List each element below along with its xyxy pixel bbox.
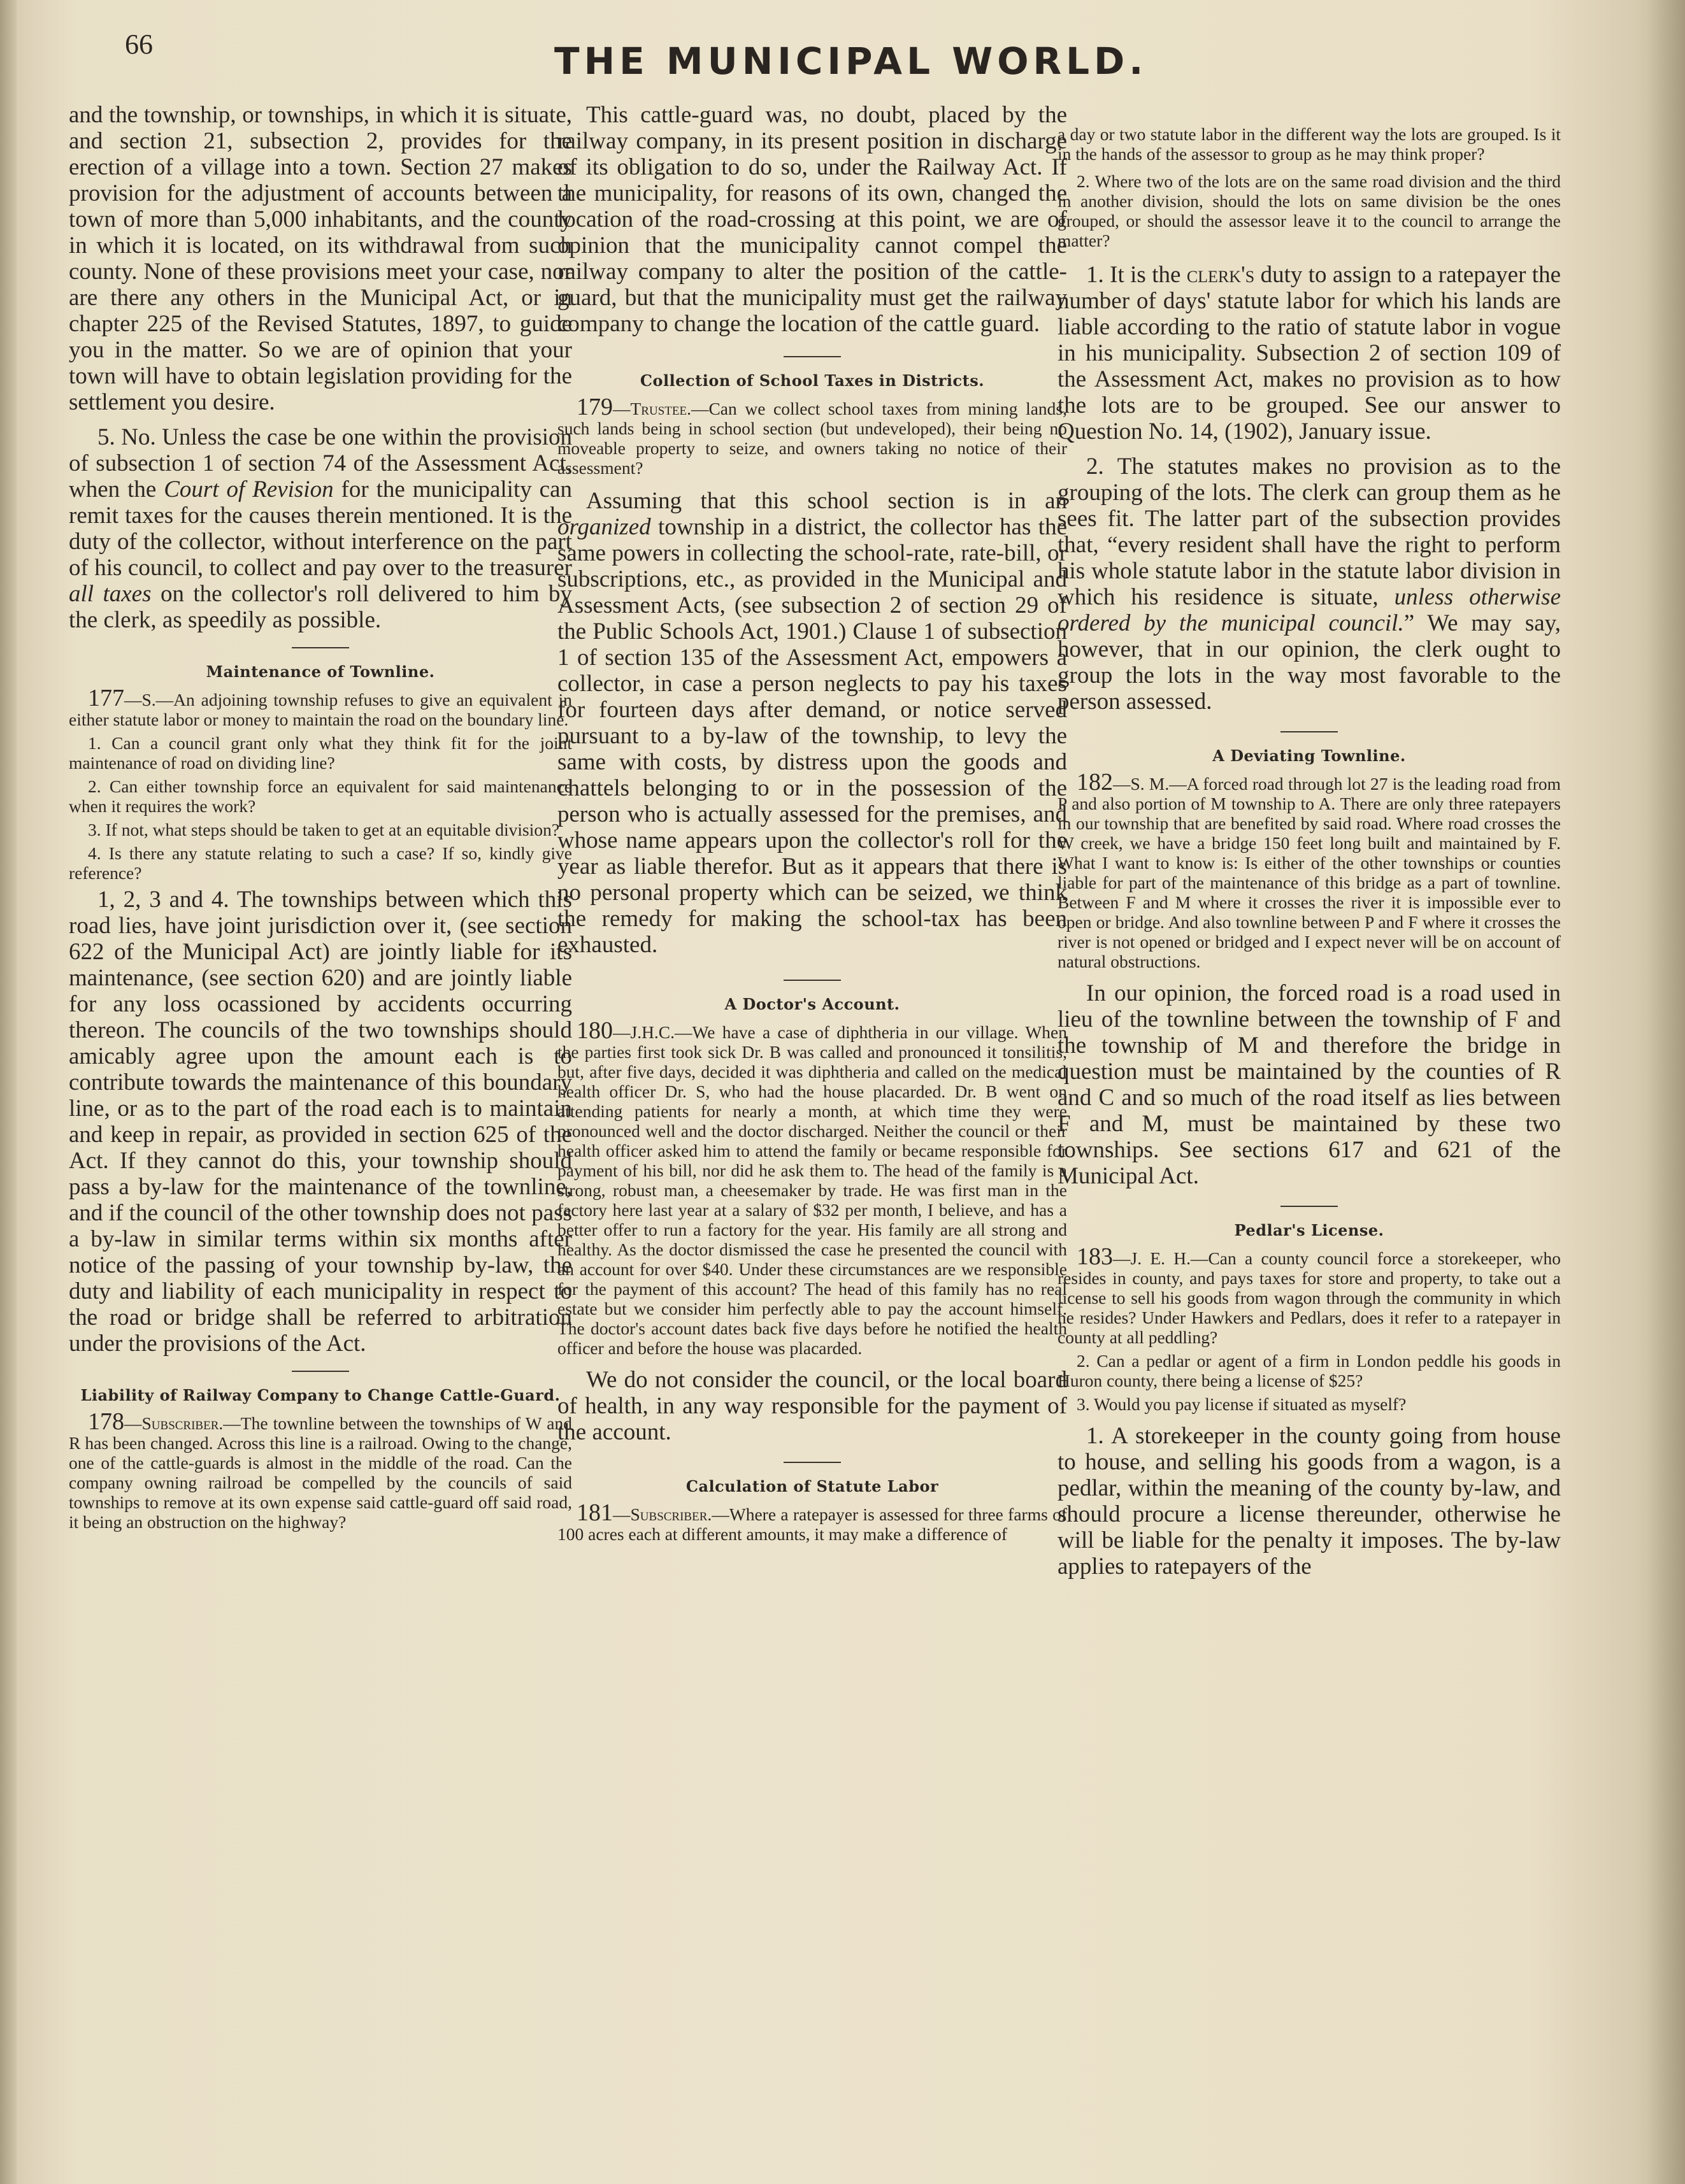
question-182: 182—S. M.—A forced road through lot 27 is the leading road from P and also portion of M township to A. There are only three ratepayers in our township that are benefited by said road. Where road crosses the W creek, we have a bridge 150 feet long built and maintained by F. What I want to know is: Is either of the other townships or counties liable for part of the maintenance of this bridge as a part of townline. Between F and M where it crosses the river it is impossible ever to open or bridge. And also townline between P and F where it crosses the river is not opened or bridged and I expect never will be on account of natural obstructions. (1058, 769, 1561, 971)
question-179: 179—Trustee.—Can we collect school taxes from mining lands, such lands being in school section (but undeveloped), their being no moveable property to seize, and owners taking no notice of their assessment? (557, 394, 1067, 478)
question-item: 1. Can a council grant only what they think fit for the joint maintenance of road on dividing line? (69, 733, 572, 773)
page-number: 66 (125, 29, 153, 60)
question-item: 3. Would you pay license if situated as myself? (1077, 1394, 1407, 1414)
answer-180: We do not consider the council, or the local board of health, in any way responsible for the payment of the account. (557, 1367, 1067, 1445)
section-heading: A Doctor's Account. (724, 995, 900, 1013)
answer-181-1: 1. It is the clerk's duty to assign to a ratepayer the number of days' statute labor for which his lands are liable according to the ratio of statute labor in vogue in his municipality. Subsection 2 of section 109 of the Assessment Act, makes no provision as to how the lots are to be grouped. See our answer to Question No. 14, (1902), January issue. (1058, 262, 1561, 445)
answer-179: Assuming that this school section is in an organized township in a district, the collector has the same powers in collecting the school-rate, rate-bill, or subscriptions, etc., as provided in the Municipal and Assessment Acts, (see subsection 2 of section 29 of the Public Schools Act, 1901.) Clause 1 of subsection 1 of section 135 of the Assessment Act, empowers a collector, in case a person neglects to pay his taxes for fourteen days after demand, or notice served pursuant to a by-law of the township, to levy the same with costs, by distress upon the goods and chattels belonging to or in the possession of the person who is actually assessed for the premises, and whose name appears upon the collector's roll for the year as liable therefor. But as it appears that there is no personal property which can be seized, we think the remedy for making the school-tax has been exhausted. (557, 488, 1067, 958)
question-item: 3. If not, what steps should be taken to get at an equitable division? (88, 820, 560, 839)
answer-183: 1. A storekeeper in the county going from house to house, and selling his goods from a wagon, is a pedlar, within the meaning of the county by-law, and should procure a license thereunder, otherwise he will be liable for the penalty it imposes. The by-law applies to ratepayers of the (1058, 1423, 1561, 1580)
answer-177: 1, 2, 3 and 4. The townships between which this road lies, have joint jurisdiction over it, (see section 622 of the Municipal Act) are jointly liable for its maintenance, (see section 620) and are jointly liable for any loss ocassioned by accidents occurring thereon. The councils of the two townships should amicably agree upon the amount each is to contribute towards the maintenance of this boundary line, or as to the part of the road each is to maintain and keep in repair, as provided in section 625 of the Act. If they cannot do this, your township should pass a by-law for the maintenance of the townline, and if the council of the other township does not pass a by-law in similar terms within six months after notice of the passing of your township by-law, the duty and liability of each municipality in respect to the road or bridge shall be referred to arbitration under the provisions of the Act. (69, 887, 572, 1357)
column-middle (557, 102, 1067, 1544)
question-177: 177—S.—An adjoining township refuses to give an equivalent in either statute labor or money to maintain the road on the boundary line. (69, 685, 572, 729)
column-right (1058, 124, 1561, 1580)
section-heading: A Deviating Townline. (1212, 746, 1406, 765)
section-divider (292, 647, 349, 648)
question-item: 2. Can a pedlar or agent of a firm in London peddle his goods in Huron county, there being a license of $25? (1058, 1351, 1561, 1390)
paragraph: and the township, or townships, in which it is situate, and section 21, subsection 2, provides for the erection of a village into a town. Section 27 makes provision for the adjustment of accounts between a town of more than 5,000 inhabitants, and the county in which it is located, on its withdrawal from such county. None of these provisions meet your case, nor are there any others in the Municipal Act, or in chapter 225 of the Revised Statutes, 1897, to guide you in the matter. So we are of opinion that your town will have to obtain legislation providing for the settlement you desire. (69, 102, 572, 415)
answer-5: 5. No. Unless the case be one within the provision of subsection 1 of section 74 of the Assessment Act, when the Court of Revision for the municipality can remit taxes for the causes therein mentioned. It is the duty of the collector, without interference on the part of his council, to collect and pay over to the treasurer all taxes on the collector's roll delivered to him by the clerk, as speedily as possible. (69, 424, 572, 633)
question-181-continued: a day or two statute labor in the different way the lots are grouped. Is it in the hands of the assessor to group as he may think proper? (1058, 124, 1561, 164)
question-180: 180—J.H.C.—We have a case of diphtheria in our village. When the parties first took sick Dr. B was called and pronounced it tonsilitis, but, after five days, decided it was diphtheria and called on the medical health officer Dr. S, who had the house placarded. Dr. B went on attending patients for nearly a month, at which time they were pronounced well and the doctor discharged. Neither the council or their health officer asked him to attend the family or became responsible for payment of his bill, nor did he ask them to. The head of the family is a strong, robust man, a cheesemaker by trade. He was first man in the factory here last year at a salary of $32 per month, I believe, and has a better offer to run a factory for the year. His family are all strong and healthy. As the doctor dismissed the case he presented the council with an account for over $40. Under these circumstances are we responsible for the payment of this account? The head of this family has no real estate but we consider him perfectly able to pay the account himself. The doctor's account dates back five days before he notified the health officer and before the house was placarded. (557, 1017, 1067, 1358)
question-178: 178—Subscriber.—The townline between the townships of W and R has been changed. Across this line is a railroad. Owing to the change, one of the cattle-guards is almost in the middle of the road. Can the company owning railroad be compelled by the councils of said townships to remove at its own expense said cattle-guard off said road, it being an obstruction on the highway? (69, 1408, 572, 1532)
section-divider (784, 980, 841, 981)
section-divider (292, 1371, 349, 1372)
section-heading: Calculation of Statute Labor (685, 1477, 939, 1495)
question-181: 181—Subscriber.—Where a ratepayer is assessed for three farms of 100 acres each at different amounts, it may make a difference of (557, 1499, 1067, 1544)
column-left (69, 102, 572, 1532)
section-divider (1280, 1206, 1338, 1207)
section-heading: Liability of Railway Company to Change Cattle-Guard. (80, 1386, 561, 1404)
page-edge-shadow (1647, 0, 1685, 2184)
question-item: 2. Where two of the lots are on the same road division and the third in another division, should the lots on same division be the ones grouped, or should the assessor leave it to the council to arrange the matter? (1058, 171, 1561, 250)
section-divider (784, 1462, 841, 1463)
question-183: 183—J. E. H.—Can a county council force a storekeeper, who resides in county, and pays taxes for store and property, to take out a license to sell his goods from wagon through the community in which he resides? Under Hawkers and Pedlars, does it refer to a ratepayer in county at all peddling? (1058, 1243, 1561, 1347)
question-item: 4. Is there any statute relating to such a case? If so, kindly give reference? (69, 843, 572, 883)
running-head: THE MUNICIPAL WORLD. (554, 39, 1148, 83)
answer-182: In our opinion, the forced road is a road used in lieu of the townline between the township of F and the township of M and therefore the bridge in question must be maintained by the counties of R and C and so much of the road itself as lies between F and M, must be maintained by these two townships. See sections 617 and 621 of the Municipal Act. (1058, 980, 1561, 1189)
answer-178: This cattle-guard was, no doubt, placed by the railway company, in its present position in discharge of its obligation to do so, under the Railway Act. If the municipality, for reasons of its own, changed the location of the road-crossing at this point, we are of opinion that the municipality cannot compel the railway company to alter the position of the cattle-guard, but that the municipality must get the railway company to change the location of the cattle guard. (557, 102, 1067, 337)
section-heading: Collection of School Taxes in Districts. (640, 371, 985, 390)
section-divider (1280, 731, 1338, 732)
section-divider (784, 356, 841, 357)
answer-181-2: 2. The statutes makes no provision as to the grouping of the lots. The clerk can group them as he sees fit. The latter part of the subsection provides that, “every resident shall have the right to perform his whole statute labor in the statute labor division in which his residence is situate, unless otherwise ordered by the municipal council.” We may say, however, that in our opinion, the clerk ought to group the lots in the way most favorable to the person assessed. (1058, 453, 1561, 715)
section-heading: Maintenance of Townline. (206, 662, 435, 681)
spine-shadow (0, 0, 17, 2184)
question-item: 2. Can either township force an equivalent for said maintenance when it requires the work? (69, 776, 572, 816)
section-heading: Pedlar's License. (1234, 1221, 1384, 1239)
